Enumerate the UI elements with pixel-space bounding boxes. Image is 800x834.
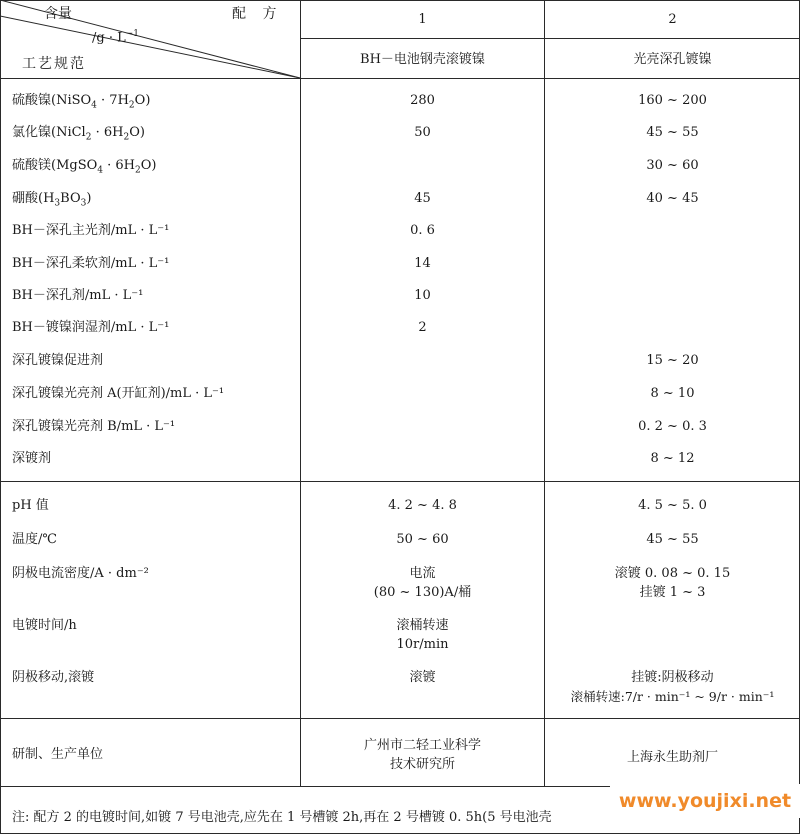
row-label: BH－深孔柔软剂/mL · L⁻¹ bbox=[12, 256, 170, 271]
column-2-name: 光亮深孔镀镍 bbox=[633, 52, 712, 67]
column-2-number: 2 bbox=[668, 12, 677, 27]
row-label: BH－镀镍润湿剂/mL · L⁻¹ bbox=[12, 320, 170, 335]
row-value-2: 8 ~ 12 bbox=[650, 451, 695, 466]
row-label: 硫酸镁(MgSO$_4$ · $6H_2O$) bbox=[12, 158, 157, 176]
row-value-1: 14 bbox=[414, 256, 431, 271]
table-note: 注: 配方 2 的电镀时间,如镀 7 号电池壳,应先在 1 号槽镀 2h,再在 2 号槽镀 0. 5h(5 号电池壳 bbox=[12, 810, 552, 825]
watermark: www.youjixi.net bbox=[610, 784, 800, 818]
row-label: BH－深孔剂/mL · L⁻¹ bbox=[12, 288, 144, 303]
condition-value-1: 电流 bbox=[409, 566, 436, 581]
row-value-2: 160 ~ 200 bbox=[638, 93, 707, 108]
section-divider-1 bbox=[0, 481, 800, 482]
header-content-label: 含量 bbox=[44, 6, 72, 22]
condition-label: 阴极移动,滚镀 bbox=[12, 670, 95, 685]
row-value-2: 15 ~ 20 bbox=[646, 353, 699, 368]
condition-value-2-line2: 滚桶转速:7/r · min⁻¹ ~ 9/r · min⁻¹ bbox=[570, 689, 775, 704]
condition-value-2-line2: 挂镀 1 ~ 3 bbox=[639, 585, 706, 600]
row-value-2: 30 ~ 60 bbox=[646, 158, 699, 173]
condition-label: 温度/℃ bbox=[12, 532, 57, 547]
row-value-1: 50 bbox=[414, 125, 431, 140]
condition-value-2: 滚镀 0. 08 ~ 0. 15 bbox=[614, 566, 731, 581]
row-value-2: 40 ~ 45 bbox=[646, 191, 699, 206]
row-value-2: 0. 2 ~ 0. 3 bbox=[638, 419, 707, 434]
row-label: 氯化镍(NiCl$_2$ · $6H_2O$) bbox=[12, 125, 145, 143]
header-divider bbox=[301, 38, 800, 39]
header-recipe-label: 配 方 bbox=[232, 6, 283, 22]
table-border-left bbox=[0, 0, 1, 834]
header-unit-label: $/g \cdot L^{-1}$ bbox=[92, 29, 140, 46]
section-divider-2 bbox=[0, 718, 800, 719]
maker-label: 研制、生产单位 bbox=[12, 747, 104, 762]
column-1-number: 1 bbox=[418, 12, 427, 27]
condition-label: 电镀时间/h bbox=[12, 618, 77, 633]
row-value-1: 280 bbox=[410, 93, 435, 108]
condition-value-1: 50 ~ 60 bbox=[396, 532, 449, 547]
column-divider-1 bbox=[300, 0, 301, 786]
row-value-1: 0. 6 bbox=[410, 223, 435, 238]
condition-value-1: 滚桶转速 bbox=[396, 618, 449, 633]
row-value-1: 10 bbox=[414, 288, 431, 303]
row-label: 深孔镀镍促进剂 bbox=[12, 353, 104, 368]
maker-value-1: 广州市二轻工业科学 bbox=[363, 738, 481, 753]
row-value-1: 2 bbox=[418, 320, 427, 335]
condition-value-1: 4. 2 ~ 4. 8 bbox=[388, 498, 457, 513]
header-process-label: 工艺规范 bbox=[22, 56, 86, 72]
condition-label: 阴极电流密度/A · dm⁻² bbox=[12, 566, 149, 581]
condition-value-2: 45 ~ 55 bbox=[646, 532, 699, 547]
maker-value-1-line2: 技术研究所 bbox=[389, 757, 455, 772]
row-label: 深孔镀镍光亮剂 A(开缸剂)/mL · L⁻¹ bbox=[12, 386, 225, 401]
condition-value-1-line2: (80 ~ 130)A/桶 bbox=[373, 585, 472, 600]
row-value-2: 45 ~ 55 bbox=[646, 125, 699, 140]
condition-value-1-line2: 10r/min bbox=[396, 637, 449, 652]
row-label: 深镀剂 bbox=[12, 451, 52, 466]
row-value-1: 45 bbox=[414, 191, 431, 206]
row-value-2: 8 ~ 10 bbox=[650, 386, 695, 401]
condition-value-2: 4. 5 ~ 5. 0 bbox=[638, 498, 707, 513]
condition-value-2: 挂镀:阴极移动 bbox=[631, 670, 714, 685]
condition-value-1: 滚镀 bbox=[409, 670, 436, 685]
row-label: 硼酸$(H_3BO_3)$ bbox=[12, 191, 92, 209]
row-label: BH－深孔主光剂/mL · L⁻¹ bbox=[12, 223, 170, 238]
row-label: 硫酸镍(NiSO$_4$ · $7H_2O$) bbox=[12, 93, 151, 111]
column-1-name: BH－电池钢壳滚镀镍 bbox=[360, 52, 485, 67]
maker-value-2: 上海永生助剂厂 bbox=[626, 750, 718, 765]
condition-label: pH 值 bbox=[12, 498, 49, 513]
row-label: 深孔镀镍光亮剂 B/mL · L⁻¹ bbox=[12, 419, 176, 434]
